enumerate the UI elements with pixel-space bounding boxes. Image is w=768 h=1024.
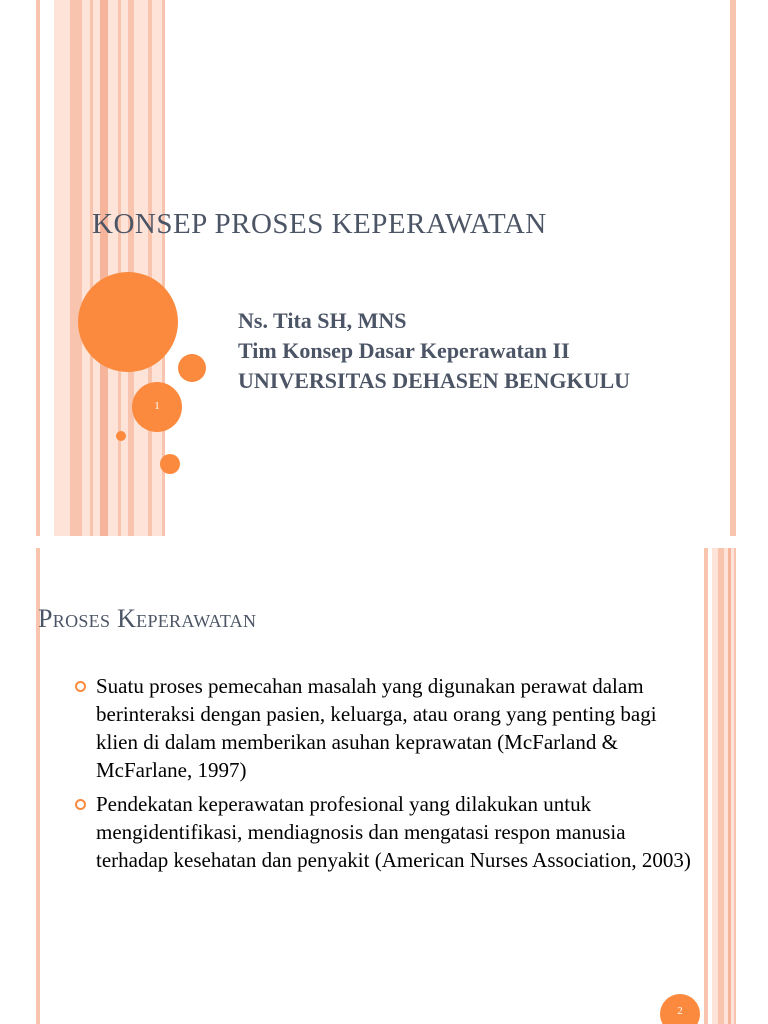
circle-decoration bbox=[178, 354, 206, 382]
slide-title: KONSEP PROSES KEPERAWATAN bbox=[92, 208, 547, 240]
list-item bbox=[72, 790, 702, 874]
decor-stripe bbox=[734, 548, 736, 1024]
decor-stripe bbox=[128, 0, 134, 536]
decor-stripe bbox=[36, 0, 40, 536]
circle-decoration bbox=[116, 431, 126, 441]
decor-stripe bbox=[118, 0, 121, 536]
bullet-text: Pendekatan keperawatan profesional yang dilakukan untuk mengidentifikasi, mendiagnosis dan mengatasi respon manusia terhadap kesehatan dan penyakit (American Nurses Association, 2003) bbox=[96, 792, 691, 872]
decor-stripe bbox=[712, 548, 736, 1024]
author-name: Ns. Tita SH, MNS bbox=[238, 308, 407, 333]
decor-stripe bbox=[70, 0, 82, 536]
slide-number: 2 bbox=[677, 1005, 683, 1017]
decor-stripe bbox=[728, 548, 731, 1024]
bullet-ring-icon bbox=[75, 681, 86, 692]
circle-decoration bbox=[160, 454, 180, 474]
author-team: Tim Konsep Dasar Keperawatan II bbox=[238, 338, 570, 363]
bullet-list bbox=[72, 672, 702, 880]
slide-number: 1 bbox=[154, 400, 160, 412]
slide-title: Proses Keperawatan bbox=[38, 604, 257, 633]
decor-stripe bbox=[148, 0, 152, 536]
author-institution: UNIVERSITAS DEHASEN BENGKULU bbox=[238, 368, 631, 393]
decor-stripe bbox=[704, 548, 708, 1024]
decor-stripe bbox=[100, 0, 108, 536]
decor-stripe bbox=[730, 0, 736, 536]
bullet-text: Suatu proses pemecahan masalah yang digunakan perawat dalam berinteraksi dengan pasien, keluarga, atau orang yang penting bagi klien di dalam memberikan asuhan keprawatan (McFarland & McFarlane, 1997) bbox=[96, 674, 657, 782]
bullet-ring-icon bbox=[75, 799, 86, 810]
author-block bbox=[238, 306, 738, 396]
circle-decoration bbox=[78, 272, 178, 372]
decor-stripe bbox=[90, 0, 93, 536]
list-item bbox=[72, 672, 702, 784]
decor-stripe bbox=[718, 548, 724, 1024]
